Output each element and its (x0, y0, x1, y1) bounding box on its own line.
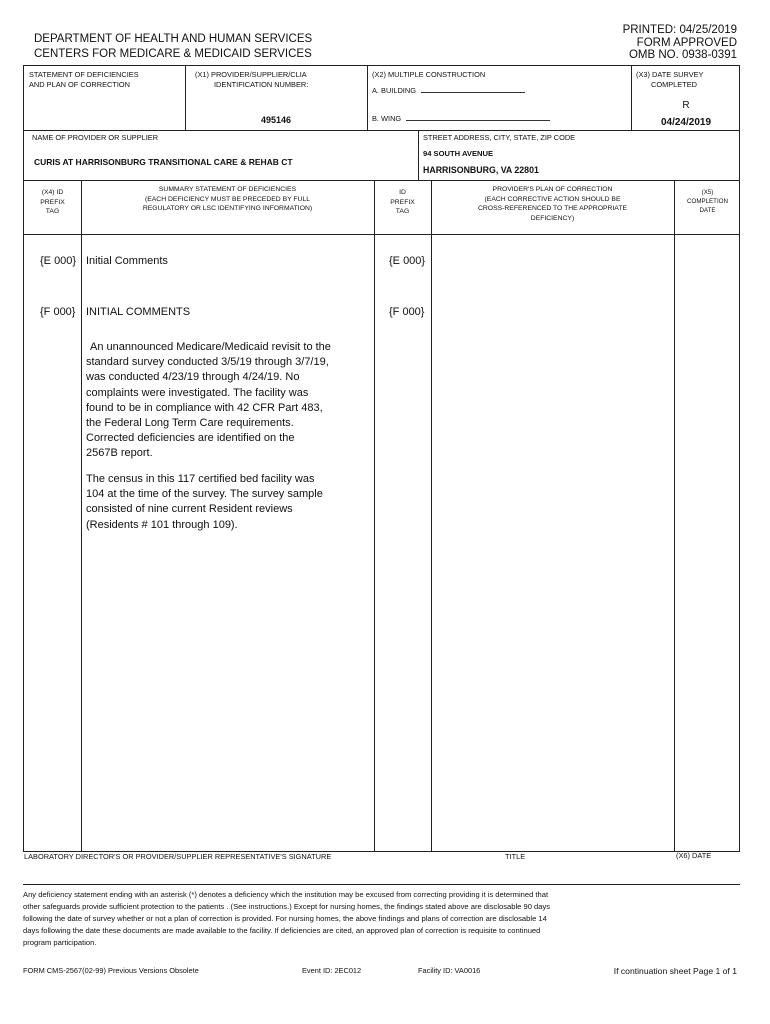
street-address: 94 SOUTH AVENUE (423, 149, 494, 158)
disclaimer: Any deficiency statement ending with an asterisk (*) denotes a deficiency which the institution may be excused from correcting providing it is determined that other safeguards provide sufficient protection to the patients . (See instructions.) Except for nursing homes, the findings stated above are disclosable 90 days following the date of survey whether or not a plan of correction is provided. For nursing homes, the above findings and plans of correction are disclosable 14 days following the date these documents are made available to the facility. If deficiencies are cited, an approved plan of correction is requisite to continued program participation. (23, 890, 551, 947)
form-number: FORM CMS-2567(02-99) Previous Versions Obsolete (23, 966, 199, 975)
signature-label: LABORATORY DIRECTOR'S OR PROVIDER/SUPPLIER REPRESENTATIVE'S SIGNATURE (24, 852, 332, 861)
address-label: STREET ADDRESS, CITY, STATE, ZIP CODE (423, 133, 576, 142)
entry-tag-e000: {E 000} (40, 255, 77, 267)
agency-line-2: CENTERS FOR MEDICARE & MEDICAID SERVICES (34, 48, 312, 60)
divider (367, 66, 368, 130)
divider (24, 234, 739, 235)
printed-date: PRINTED: 04/25/2019 (622, 24, 737, 36)
x4-header: (X4) ID PREFIX TAG (40, 189, 65, 215)
title-label: TITLE (505, 852, 526, 861)
statement-label: STATEMENT OF DEFICIENCIES AND PLAN OF CORRECTION (29, 70, 139, 89)
id-header: ID PREFIX TAG (390, 189, 415, 215)
entry-title-e000: Initial Comments (86, 255, 168, 267)
form-info (623, 24, 737, 62)
provider-name-label: NAME OF PROVIDER OR SUPPLIER (32, 133, 159, 142)
form-frame (23, 65, 740, 852)
form-approved: FORM APPROVED (636, 36, 737, 49)
narrative-paragraph-2: The census in this 117 certified bed facility was 104 at the time of the survey. The survey sample consisted of nine current Resident reviews (Residents # 101 through 109). (86, 473, 323, 531)
entry-title-f000: INITIAL COMMENTS (86, 306, 191, 318)
divider (431, 180, 432, 852)
x1-label: (X1) PROVIDER/SUPPLIER/CLIA IDENTIFICATION NUMBER: (195, 70, 309, 89)
wing-field: B. WING (372, 114, 550, 124)
event-id: Event ID: 2EC012 (302, 966, 362, 975)
omb-number: OMB NO. 0938-0391 (628, 49, 737, 61)
divider (674, 180, 675, 852)
agency-line-1: DEPARTMENT OF HEALTH AND HUMAN SERVICES (34, 33, 313, 45)
city-state-zip: HARRISONBURG, VA 22801 (423, 165, 539, 175)
divider (24, 130, 739, 131)
date-label: (X6) DATE (676, 851, 712, 860)
plan-header: PROVIDER'S PLAN OF CORRECTION (EACH CORRECTIVE ACTION SHOULD BE CROSS-REFERENCED TO THE APPROPRIATE DEFICIENCY) (477, 186, 628, 222)
plan-tag-f000: {F 000} (389, 306, 425, 318)
entry-tag-f000: {F 000} (40, 306, 76, 318)
x3-label: (X3) DATE SURVEY COMPLETED (636, 70, 704, 89)
divider (23, 884, 740, 885)
x5-header: (X5) COMPLETION DATE (687, 189, 728, 214)
agency-header (34, 32, 312, 62)
plan-tag-e000: {E 000} (389, 255, 426, 267)
survey-date: 04/24/2019 (660, 117, 712, 128)
provider-name: CURIS AT HARRISONBURG TRANSITIONAL CARE & REHAB CT (34, 157, 293, 167)
summary-header: SUMMARY STATEMENT OF DEFICIENCIES (EACH DEFICIENCY MUST BE PRECEDED BY FULL REGULATORY OR LSC IDENTIFYING INFORMATION) (142, 186, 313, 212)
page-indicator: If continuation sheet Page 1 of 1 (613, 966, 737, 976)
survey-code: R (682, 100, 690, 111)
facility-id: Facility ID: VA0016 (418, 966, 481, 975)
divider (81, 180, 82, 852)
divider (24, 180, 739, 181)
narrative-paragraph-1: An unannounced Medicare/Medicaid revisit to the standard survey conducted 3/5/19 through 3/7/19, was conducted 4/23/19 through 4/24/19. No complaints were investigated. The facility was found to be in compliance with 42 CFR Part 483, the Federal Long Term Care requirements. Corrected deficiencies are identified on the 2567B report. (86, 341, 331, 460)
divider (418, 130, 419, 180)
divider (374, 180, 375, 852)
building-field: A. BUILDING (372, 86, 525, 96)
x2-label: (X2) MULTIPLE CONSTRUCTION (372, 70, 486, 79)
provider-id: 495146 (260, 115, 292, 125)
